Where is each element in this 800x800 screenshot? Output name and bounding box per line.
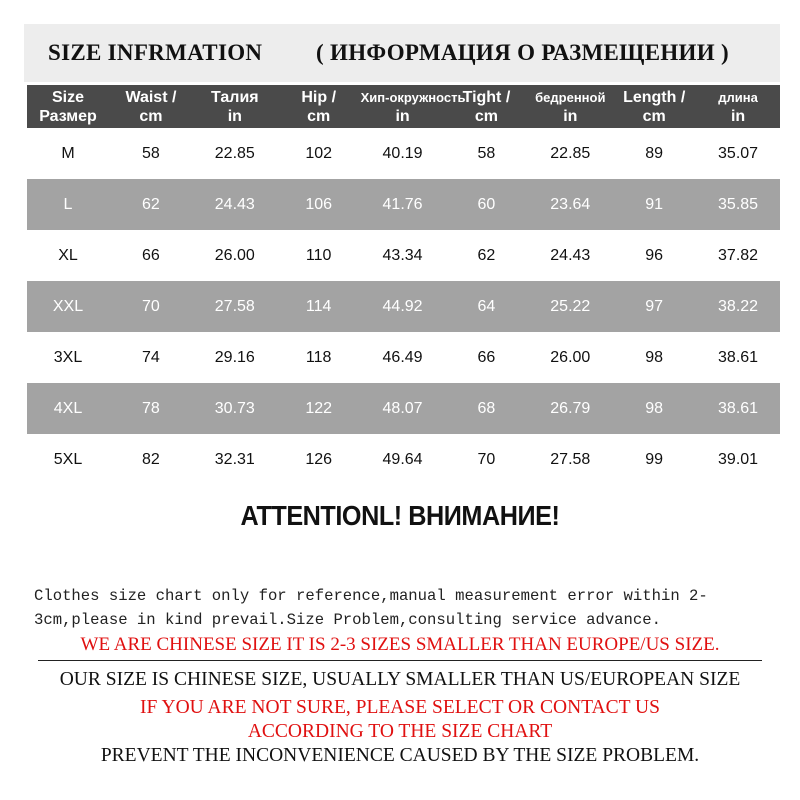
cell-hip-in: 49.64 xyxy=(382,450,423,468)
cell-hip-in: 40.19 xyxy=(382,144,423,162)
not-sure-note: IF YOU ARE NOT SURE, PLEASE SELECT OR CONTACT US xyxy=(140,697,660,718)
header-hip-ru: Хип-окружность xyxy=(360,89,466,105)
cell-tight-in: 22.85 xyxy=(550,144,591,162)
table-row xyxy=(27,383,780,434)
cell-waist-in: 32.31 xyxy=(214,450,255,468)
header-waist-cm-unit: cm xyxy=(139,107,163,125)
header-length-cm-unit: cm xyxy=(642,107,666,125)
table-row xyxy=(27,128,780,179)
cell-size: 3XL xyxy=(53,348,83,366)
cell-hip-in: 41.76 xyxy=(382,195,423,213)
cell-tight-cm: 58 xyxy=(477,144,496,162)
cell-length-in: 38.22 xyxy=(718,297,759,315)
header-waist-cm xyxy=(109,85,193,128)
header-length-in xyxy=(696,85,780,128)
cell-size: L xyxy=(63,195,73,213)
cell-length-in: 38.61 xyxy=(718,348,759,366)
cell-tight-in: 24.43 xyxy=(550,246,591,264)
cell-waist-in: 27.58 xyxy=(214,297,255,315)
header-waist-in xyxy=(193,85,277,128)
header-hip-cm xyxy=(277,85,361,128)
header-size-en: Size xyxy=(51,88,84,106)
cell-waist-cm: 66 xyxy=(142,246,160,264)
header-length-ru: длина xyxy=(718,89,758,105)
cell-waist-in: 24.43 xyxy=(214,195,255,213)
attention-heading: ATTENTIONL! ВНИМАНИЕ! xyxy=(240,500,560,531)
reference-note: Clothes size chart only for reference,manual measurement error within 2-3cm,please in kind prevail.Size Problem,consulting service advance. xyxy=(34,587,708,629)
cell-hip-cm: 122 xyxy=(305,399,333,417)
title-russian: ( ИНФОРМАЦИЯ О РАЗМЕЩЕНИИ ) xyxy=(316,40,729,65)
cell-length-in: 37.82 xyxy=(718,246,759,264)
cell-length-cm: 97 xyxy=(645,297,664,315)
cell-hip-in: 46.49 xyxy=(382,348,423,366)
cell-size: XXL xyxy=(52,297,84,315)
cell-length-in: 38.61 xyxy=(718,399,759,417)
header-waist-en: Waist / xyxy=(125,88,177,106)
cell-waist-cm: 78 xyxy=(142,399,160,417)
header-size xyxy=(27,85,109,128)
cell-tight-cm: 64 xyxy=(477,297,496,315)
cell-hip-cm: 118 xyxy=(305,348,332,366)
header-length-in-unit: in xyxy=(730,107,746,125)
cell-waist-cm: 74 xyxy=(142,348,160,366)
cell-tight-cm: 70 xyxy=(477,450,496,468)
divider xyxy=(38,660,762,661)
prevent-note: PREVENT THE INCONVENIENCE CAUSED BY THE SIZE PROBLEM. xyxy=(100,745,700,766)
cell-length-in: 39.01 xyxy=(718,450,759,468)
cell-tight-cm: 60 xyxy=(477,195,496,213)
cell-length-cm: 91 xyxy=(645,195,664,213)
table-header-top xyxy=(27,85,780,128)
header-length-en: Length / xyxy=(623,88,686,106)
table-row xyxy=(27,179,780,230)
cell-hip-in: 44.92 xyxy=(382,297,423,315)
cell-waist-cm: 58 xyxy=(142,144,160,162)
cell-length-cm: 99 xyxy=(645,450,664,468)
header-size-ru: Размер xyxy=(39,107,97,125)
header-hip-in-unit: in xyxy=(395,107,410,125)
table-row xyxy=(27,281,780,332)
cell-hip-cm: 102 xyxy=(305,144,333,162)
cell-hip-cm: 126 xyxy=(305,450,333,468)
cell-size: 5XL xyxy=(53,450,83,468)
title-bar xyxy=(24,24,780,82)
cell-tight-in: 23.64 xyxy=(550,195,591,213)
header-tight-in-unit: in xyxy=(563,107,578,125)
chinese-size-warning: WE ARE CHINESE SIZE IT IS 2-3 SIZES SMALLER THAN EUROPE/US SIZE. xyxy=(80,634,720,655)
cell-tight-in: 25.22 xyxy=(550,297,591,315)
cell-tight-cm: 66 xyxy=(477,348,496,366)
header-waist-in-unit: in xyxy=(227,107,242,125)
cell-hip-cm: 110 xyxy=(305,246,332,264)
cell-waist-in: 22.85 xyxy=(214,144,255,162)
cell-waist-in: 30.73 xyxy=(214,399,255,417)
cell-waist-cm: 62 xyxy=(142,195,160,213)
cell-hip-cm: 114 xyxy=(305,297,332,315)
cell-size: M xyxy=(61,144,75,162)
cell-length-cm: 96 xyxy=(645,246,664,264)
cell-tight-cm: 62 xyxy=(477,246,496,264)
cell-waist-cm: 70 xyxy=(142,297,160,315)
cell-waist-cm: 82 xyxy=(142,450,160,468)
cell-waist-in: 29.16 xyxy=(214,348,255,366)
header-hip-cm-unit: cm xyxy=(307,107,331,125)
cell-size: XL xyxy=(58,246,78,264)
cell-length-cm: 89 xyxy=(645,144,664,162)
header-tight-in xyxy=(528,85,612,128)
cell-hip-cm: 106 xyxy=(305,195,333,213)
table-row xyxy=(27,434,780,485)
our-size-note: OUR SIZE IS CHINESE SIZE, USUALLY SMALLER THAN US/EUROPEAN SIZE xyxy=(59,669,741,690)
cell-length-cm: 98 xyxy=(645,399,664,417)
table-row xyxy=(27,332,780,383)
cell-tight-cm: 68 xyxy=(477,399,496,417)
header-hip-en: Hip / xyxy=(301,88,337,106)
cell-hip-in: 43.34 xyxy=(382,246,423,264)
header-length-cm xyxy=(612,85,696,128)
header-tight-cm-unit: cm xyxy=(474,107,498,125)
cell-tight-in: 27.58 xyxy=(550,450,591,468)
cell-tight-in: 26.79 xyxy=(550,399,591,417)
cell-hip-in: 48.07 xyxy=(382,399,423,417)
size-table xyxy=(27,85,780,485)
title-english: SIZE INFRMATION xyxy=(48,40,263,65)
header-hip-in xyxy=(360,85,466,128)
cell-waist-in: 26.00 xyxy=(214,246,255,264)
cell-tight-in: 26.00 xyxy=(550,348,591,366)
cell-length-cm: 98 xyxy=(645,348,664,366)
cell-length-in: 35.85 xyxy=(718,195,759,213)
header-tight-ru: бедренной xyxy=(535,89,606,105)
header-waist-ru: Талия xyxy=(211,88,259,106)
cell-size: 4XL xyxy=(53,399,83,417)
table-row xyxy=(27,230,780,281)
according-note: ACCORDING TO THE SIZE CHART xyxy=(247,721,553,742)
header-tight-en: Tight / xyxy=(462,88,511,106)
cell-length-in: 35.07 xyxy=(718,144,759,162)
